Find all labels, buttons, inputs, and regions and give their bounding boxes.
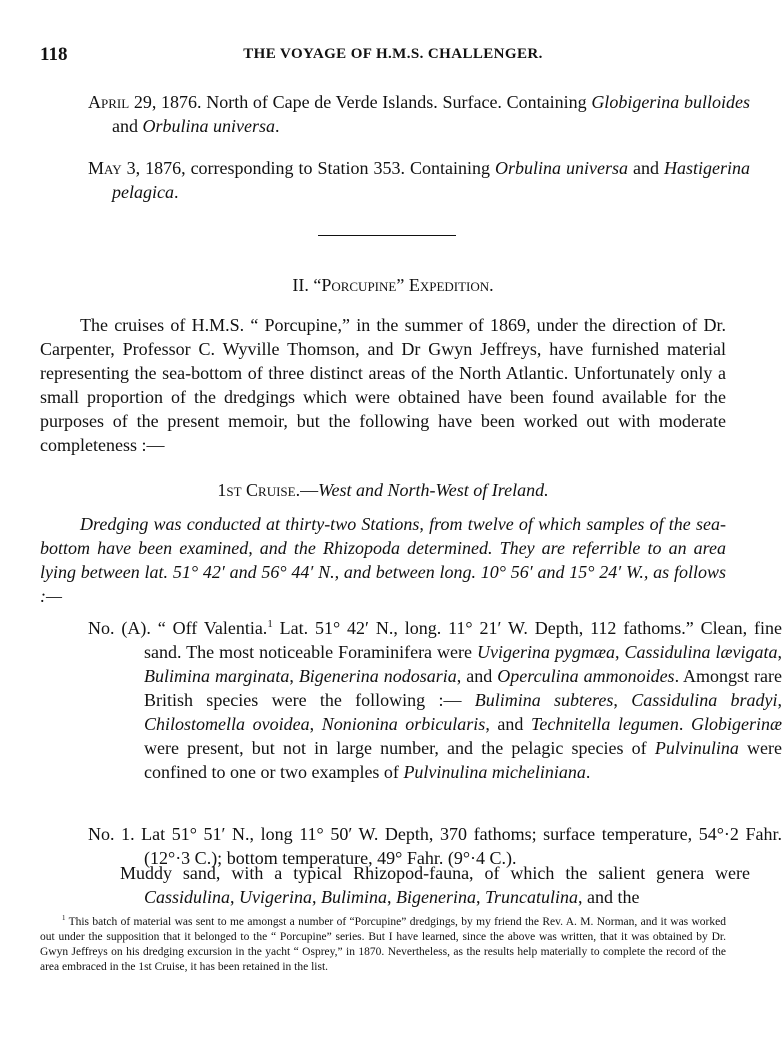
footnote-marker: 1 — [62, 915, 66, 923]
station-1-label: No. 1. — [88, 824, 135, 844]
section-divider — [318, 235, 456, 236]
entry-may: May 3, 1876, corresponding to Station 353. Containing Orbulina universa and Hastigerina pelagica. — [88, 158, 751, 202]
station-a-label: No. (A). — [88, 618, 151, 638]
section-heading: II. “Porcupine” Expedition. — [292, 275, 494, 295]
footnote-text: This batch of material was sent to me amongst a number of “Porcupine” dredgings, by my friend the Rev. A. M. Norman, and it was worked out under the supposition that it belonged to the “ Porcupine” series. But I have learned, since the above was written, that it was obtained by Dr. Gwyn Jeffreys on his dredging excursion in the yacht “ Osprey,” in 1870. Nevertheless, as the results help materially to complete the record of the area embraced in the 1st Cruise, it has been retained in the list. — [40, 916, 726, 973]
footnote — [40, 915, 726, 975]
station-1-header: No. 1. Lat 51° 51′ N., long 11° 50′ W. Depth, 370 fathoms; surface temperature, 54°·2 Fahr. (12°·3 C.); bottom temperature, 49° Fahr. (9°·4 C.). — [88, 824, 782, 868]
station-a: No. (A). “ Off Valentia.$^1$ Lat. 51° 42′ N., long. 11° 21′ W. Depth, 112 fathoms.” Clean, fine sand. The most noticeable Foraminifera were Uvigerina pygmæa, Cassidulina lævigata, Bulimina marginata, Bigenerina nodosaria, and Operculina ammonoides. Amongst rare British species were the following :— Bulimina subteres, Cassidulina bradyi, Chilostomella ovoidea, Nonionina orbicularis, and Technitella legumen. Globigerinæ were present, but not in large number, and the pelagic species of Pulvinulina were confined to one or two examples of Pulvinulina micheliniana. — [88, 618, 782, 782]
intro-paragraph: The cruises of H.M.S. “ Porcupine,” in the summer of 1869, under the direction of Dr. Carpenter, Professor C. Wyville Thomson, and Dr Gwyn Jeffreys, have furnished material representing the sea-bottom of three distinct areas of the North Atlantic. Unfortunately only a small proportion of the dredgings which were obtained have been found available for the purposes of the present memoir, but the following have been worked out with moderate completeness :— — [40, 315, 726, 455]
running-title: THE VOYAGE OF H.M.S. CHALLENGER. — [243, 46, 543, 62]
footnote-ref: 1 — [267, 618, 273, 630]
station-1-body: Muddy sand, with a typical Rhizopod-fauna, of which the salient genera were Cassidulina, Uvigerina, Bulimina, Bigenerina, Truncatulina, and the — [120, 863, 750, 907]
entry-april: April 29, 1876. North of Cape de Verde Islands. Surface. Containing Globigerina bulloides and Orbulina universa. — [88, 92, 750, 136]
page-number: 118 — [40, 44, 68, 65]
cruise-description: Dredging was conducted at thirty-two Stations, from twelve of which samples of the sea-bottom have been examined, and the Rhizopoda determined. They are referrible to an area lying between lat. 51° 42′ and 56° 44′ N., and between long. 10° 56′ and 15° 24′ W., as follows :— — [40, 514, 726, 606]
running-header — [40, 44, 746, 68]
cruise-heading: 1st Cruise.—West and North-West of Ireland. — [217, 480, 549, 500]
